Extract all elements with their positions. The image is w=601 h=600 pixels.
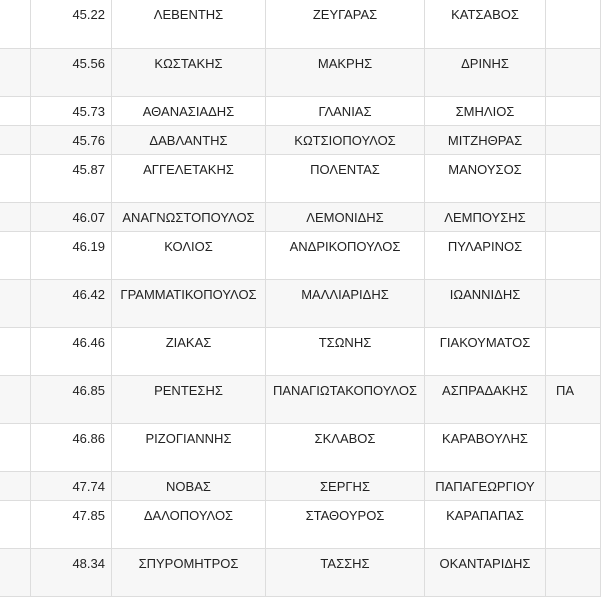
row-gutter-cell xyxy=(0,471,31,500)
row-gutter-cell xyxy=(0,154,31,202)
name-cell-3: ΟΚΑΝΤΑΡΙΔΗΣ xyxy=(425,548,546,596)
name-cell-3: ΙΩΑΝΝΙΔΗΣ xyxy=(425,279,546,327)
table-row xyxy=(0,125,601,154)
name-cell-2: ΣΕΡΓΗΣ xyxy=(266,471,425,500)
name-cell-3: ΜΙΤΖΗΘΡΑΣ xyxy=(425,125,546,154)
name-cell-1: ΚΟΛΙΟΣ xyxy=(112,231,266,279)
name-cell-1: ΑΘΑΝΑΣΙΑΔΗΣ xyxy=(112,96,266,125)
name-cell-2: ΚΩΤΣΙΟΠΟΥΛΟΣ xyxy=(266,125,425,154)
row-gutter-cell xyxy=(0,202,31,231)
name-cell-4 xyxy=(546,471,601,500)
name-cell-4 xyxy=(546,125,601,154)
table-row xyxy=(0,471,601,500)
name-cell-2: ΑΝΔΡΙΚΟΠΟΥΛΟΣ xyxy=(266,231,425,279)
name-cell-1: ΛΕΒΕΝΤΗΣ xyxy=(112,0,266,48)
time-cell: 47.85 xyxy=(31,500,112,548)
name-cell-3: ΓΙΑΚΟΥΜΑΤΟΣ xyxy=(425,327,546,375)
time-cell: 45.73 xyxy=(31,96,112,125)
row-gutter-cell xyxy=(0,423,31,471)
name-cell-4 xyxy=(546,327,601,375)
name-cell-2: ΣΤΑΘΟΥΡΟΣ xyxy=(266,500,425,548)
time-cell: 45.76 xyxy=(31,125,112,154)
name-cell-2: ΓΛΑΝΙΑΣ xyxy=(266,96,425,125)
time-cell: 46.85 xyxy=(31,375,112,423)
name-cell-4 xyxy=(546,202,601,231)
time-cell: 46.86 xyxy=(31,423,112,471)
name-cell-1: ΝΟΒΑΣ xyxy=(112,471,266,500)
table-row xyxy=(0,231,601,279)
name-cell-4 xyxy=(546,48,601,96)
name-cell-3: ΠΑΠΑΓΕΩΡΓΙΟΥ xyxy=(425,471,546,500)
time-cell: 46.07 xyxy=(31,202,112,231)
name-cell-1: ΔΑΒΛΑΝΤΗΣ xyxy=(112,125,266,154)
table-row xyxy=(0,327,601,375)
time-cell: 45.22 xyxy=(31,0,112,48)
row-gutter-cell xyxy=(0,500,31,548)
row-gutter-cell xyxy=(0,327,31,375)
name-cell-4 xyxy=(546,548,601,596)
name-cell-3: ΚΑΡΑΒΟΥΛΗΣ xyxy=(425,423,546,471)
name-cell-1: ΓΡΑΜΜΑΤΙΚΟΠΟΥΛΟΣ xyxy=(112,279,266,327)
name-cell-2: ΤΑΣΣΗΣ xyxy=(266,548,425,596)
row-gutter-cell xyxy=(0,279,31,327)
row-gutter-cell xyxy=(0,0,31,48)
name-cell-2: ΠΑΝΑΓΙΩΤΑΚΟΠΟΥΛΟΣ xyxy=(266,375,425,423)
name-cell-1: ΚΩΣΤΑΚΗΣ xyxy=(112,48,266,96)
name-cell-2: ΤΣΩΝΗΣ xyxy=(266,327,425,375)
name-cell-1: ΔΑΛΟΠΟΥΛΟΣ xyxy=(112,500,266,548)
name-cell-4 xyxy=(546,279,601,327)
name-cell-4 xyxy=(546,154,601,202)
table-row xyxy=(0,48,601,96)
time-cell: 46.19 xyxy=(31,231,112,279)
name-cell-4 xyxy=(546,231,601,279)
name-cell-4: ΠΑ xyxy=(546,375,601,423)
row-gutter-cell xyxy=(0,548,31,596)
time-cell: 46.46 xyxy=(31,327,112,375)
name-cell-4 xyxy=(546,500,601,548)
table-row xyxy=(0,375,601,423)
name-cell-1: ΑΝΑΓΝΩΣΤΟΠΟΥΛΟΣ xyxy=(112,202,266,231)
name-cell-3: ΠΥΛΑΡΙΝΟΣ xyxy=(425,231,546,279)
time-cell: 46.42 xyxy=(31,279,112,327)
table-row xyxy=(0,202,601,231)
name-cell-2: ΖΕΥΓΑΡΑΣ xyxy=(266,0,425,48)
name-cell-4 xyxy=(546,0,601,48)
table-row xyxy=(0,548,601,596)
name-cell-3: ΣΜΗΛΙΟΣ xyxy=(425,96,546,125)
row-gutter-cell xyxy=(0,48,31,96)
name-cell-3: ΑΣΠΡΑΔΑΚΗΣ xyxy=(425,375,546,423)
name-cell-3: ΜΑΝΟΥΣΟΣ xyxy=(425,154,546,202)
name-cell-3: ΚΑΤΣΑΒΟΣ xyxy=(425,0,546,48)
name-cell-1: ΣΠΥΡΟΜΗΤΡΟΣ xyxy=(112,548,266,596)
table-row xyxy=(0,154,601,202)
name-cell-1: ΡΙΖΟΓΙΑΝΝΗΣ xyxy=(112,423,266,471)
row-gutter-cell xyxy=(0,231,31,279)
time-cell: 48.34 xyxy=(31,548,112,596)
time-cell: 45.87 xyxy=(31,154,112,202)
name-cell-4 xyxy=(546,423,601,471)
name-cell-2: ΜΑΛΛΙΑΡΙΔΗΣ xyxy=(266,279,425,327)
table-row xyxy=(0,0,601,48)
name-cell-2: ΛΕΜΟΝΙΔΗΣ xyxy=(266,202,425,231)
time-cell: 47.74 xyxy=(31,471,112,500)
name-cell-2: ΠΟΛΕΝΤΑΣ xyxy=(266,154,425,202)
row-gutter-cell xyxy=(0,96,31,125)
row-gutter-cell xyxy=(0,125,31,154)
row-gutter-cell xyxy=(0,375,31,423)
table-row xyxy=(0,423,601,471)
name-cell-2: ΣΚΛΑΒΟΣ xyxy=(266,423,425,471)
name-cell-4 xyxy=(546,96,601,125)
name-cell-1: ΑΓΓΕΛΕΤΑΚΗΣ xyxy=(112,154,266,202)
table-row xyxy=(0,96,601,125)
name-cell-3: ΔΡΙΝΗΣ xyxy=(425,48,546,96)
table-row xyxy=(0,500,601,548)
name-cell-3: ΛΕΜΠΟΥΣΗΣ xyxy=(425,202,546,231)
name-cell-3: ΚΑΡΑΠΑΠΑΣ xyxy=(425,500,546,548)
time-cell: 45.56 xyxy=(31,48,112,96)
name-cell-2: ΜΑΚΡΗΣ xyxy=(266,48,425,96)
name-cell-1: ΖΙΑΚΑΣ xyxy=(112,327,266,375)
table-row xyxy=(0,279,601,327)
name-cell-1: ΡΕΝΤΕΣΗΣ xyxy=(112,375,266,423)
